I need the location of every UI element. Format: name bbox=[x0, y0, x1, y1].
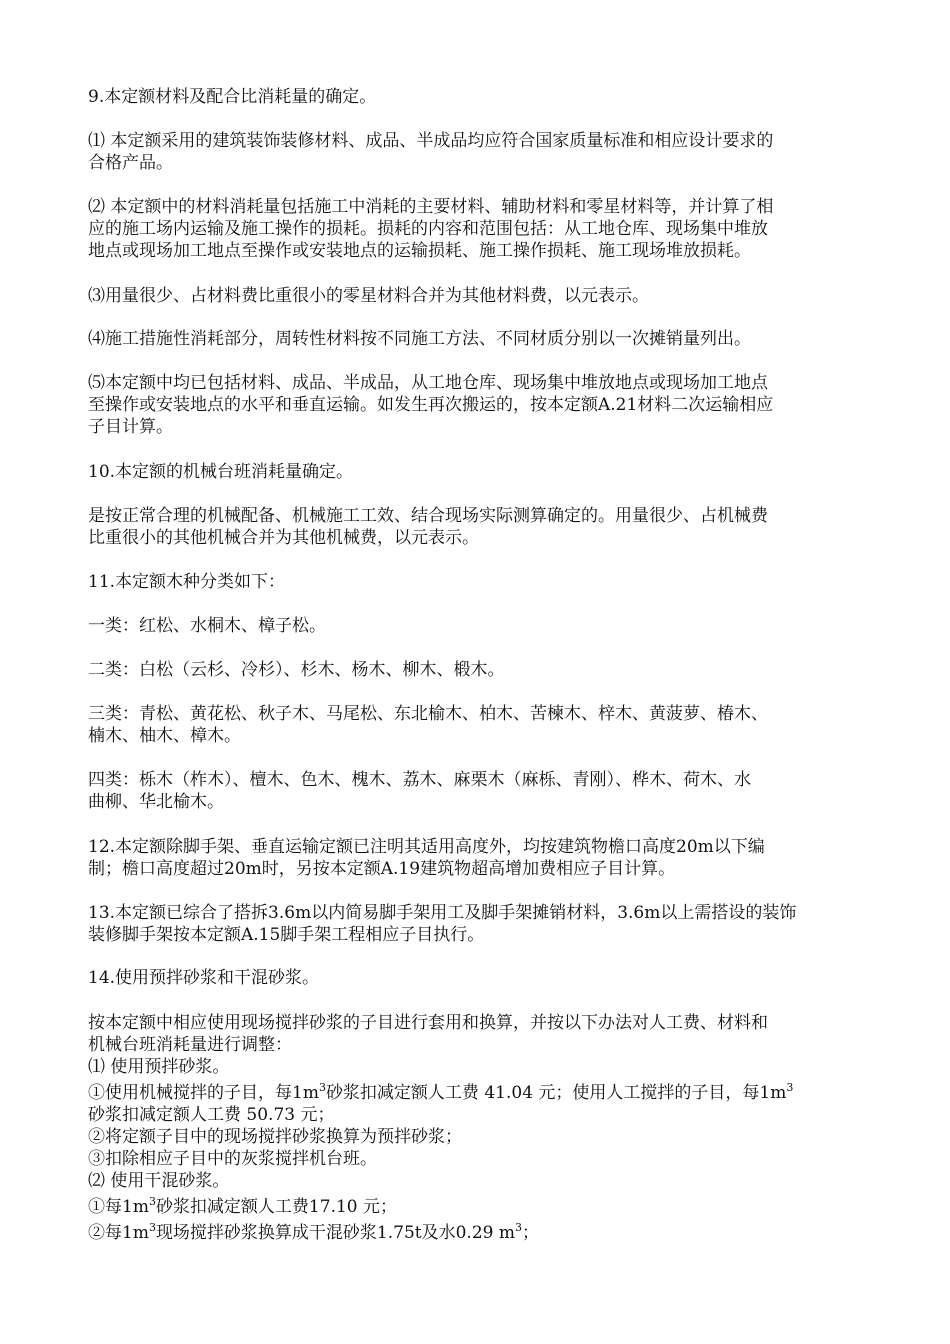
wood-class-2: 二类：白松（云杉、冷杉）、杉木、杨木、柳木、椴木。 bbox=[88, 660, 505, 680]
section-14-intro-line2: 机械台班消耗量进行调整： bbox=[88, 1035, 292, 1055]
item1-text-b: 砂浆扣减定额人工费 41.04 元；使用人工搅拌的子目，每1m bbox=[325, 1083, 787, 1103]
section-9-p2-line1: ⑵ 本定额中的材料消耗量包括施工中消耗的主要材料、辅助材料和零星材料等，并计算了相 bbox=[88, 197, 774, 217]
dry-item1-text-a: ①每1m bbox=[88, 1197, 149, 1217]
dry-item1-sup: 3 bbox=[148, 1195, 156, 1208]
section-14-intro-line1: 按本定额中相应使用现场搅拌砂浆的子目进行套用和换算，并按以下办法对人工费、材料和 bbox=[88, 1013, 768, 1033]
section-9-p5-line1: ⑸本定额中均已包括材料、成品、半成品，从工地仓库、现场集中堆放地点或现场加工地点 bbox=[88, 373, 768, 393]
section-9-p4: ⑷施工措施性消耗部分，周转性材料按不同施工方法、不同材质分别以一次摊销量列出。 bbox=[88, 329, 751, 349]
section-14-item3: ③扣除相应子目中的灰浆搅拌机台班。 bbox=[88, 1149, 377, 1169]
section-10-p1-line2: 比重很小的其他机械合并为其他机械费，以元表示。 bbox=[88, 528, 479, 548]
dry-item2-sup-a: 3 bbox=[148, 1221, 156, 1234]
section-9-heading: 9.本定额材料及配合比消耗量的确定。 bbox=[88, 87, 377, 107]
section-9-p3: ⑶用量很少、占材料费比重很小的零星材料合并为其他材料费，以元表示。 bbox=[88, 286, 649, 306]
section-14-dry-item1 bbox=[88, 1196, 397, 1218]
dry-item1-text-b: 砂浆扣减定额人工费17.10 元； bbox=[155, 1197, 398, 1217]
item1-sup-b: 3 bbox=[786, 1081, 794, 1094]
section-10-p1-line1: 是按正常合理的机械配备、机械施工工效、结合现场实际测算确定的。用量很少、占机械费 bbox=[88, 506, 768, 526]
wood-class-4-line1: 四类：栎木（柞木）、檀木、色木、槐木、荔木、麻栗木（麻栎、青刚）、桦木、荷木、水 bbox=[88, 770, 751, 790]
section-9-p2-line3: 地点或现场加工地点至操作或安装地点的运输损耗、施工操作损耗、施工现场堆放损耗。 bbox=[88, 241, 751, 261]
wood-class-3-line2: 楠木、柚木、樟木。 bbox=[88, 726, 241, 746]
section-14-item1-line2: 砂浆扣减定额人工费 50.73 元； bbox=[88, 1105, 335, 1125]
section-13-line1: 13.本定额已综合了搭拆3.6m以内简易脚手架用工及脚手架摊销材料，3.6m以上需搭设的装饰 bbox=[88, 903, 797, 923]
dry-item2-text-a: ②每1m bbox=[88, 1223, 149, 1243]
dry-item2-text-b: 现场搅拌砂浆换算成干混砂浆1.75t及水0.29 m bbox=[155, 1223, 515, 1243]
dry-item2-sup-b: 3 bbox=[515, 1221, 522, 1234]
section-9-p1-line2: 合格产品。 bbox=[88, 153, 173, 173]
section-14-sub1: ⑴ 使用预拌砂浆。 bbox=[88, 1057, 230, 1077]
section-13-line2: 装修脚手架按本定额A.15脚手架工程相应子目执行。 bbox=[88, 925, 485, 945]
section-14-dry-item2 bbox=[88, 1222, 539, 1244]
section-14-heading: 14.使用预拌砂浆和干混砂浆。 bbox=[88, 968, 320, 988]
dry-item2-text-c: ； bbox=[522, 1223, 539, 1243]
section-9-p1-line1: ⑴ 本定额采用的建筑装饰装修材料、成品、半成品均应符合国家质量标准和相应设计要求的 bbox=[88, 131, 774, 151]
item1-sup-a: 3 bbox=[318, 1081, 326, 1094]
item1-text-a: ①使用机械搅拌的子目，每1m bbox=[88, 1083, 319, 1103]
section-10-heading: 10.本定额的机械台班消耗量确定。 bbox=[88, 462, 354, 482]
wood-class-1: 一类：红松、水桐木、樟子松。 bbox=[88, 616, 326, 636]
section-14-sub2: ⑵ 使用干混砂浆。 bbox=[88, 1171, 230, 1191]
section-9-p2-line2: 应的施工场内运输及施工操作的损耗。损耗的内容和范围包括：从工地仓库、现场集中堆放 bbox=[88, 219, 768, 239]
section-14-item1-line1 bbox=[88, 1082, 793, 1104]
section-12-line1: 12.本定额除脚手架、垂直运输定额已注明其适用高度外，均按建筑物檐口高度20m以下编 bbox=[88, 837, 765, 857]
section-9-p5-line3: 子目计算。 bbox=[88, 417, 173, 437]
section-11-heading: 11.本定额木种分类如下： bbox=[88, 572, 286, 592]
section-14-item2: ②将定额子目中的现场搅拌砂浆换算为预拌砂浆； bbox=[88, 1127, 462, 1147]
section-9-p5-line2: 至操作或安装地点的水平和垂直运输。如发生再次搬运的，按本定额A.21材料二次运输相应 bbox=[88, 395, 774, 415]
wood-class-3-line1: 三类：青松、黄花松、秋子木、马尾松、东北榆木、柏木、苦楝木、梓木、黄菠萝、椿木、 bbox=[88, 704, 768, 724]
section-12-line2: 制；檐口高度超过20m时，另按本定额A.19建筑物超高增加费相应子目计算。 bbox=[88, 859, 676, 879]
wood-class-4-line2: 曲柳、华北榆木。 bbox=[88, 792, 224, 812]
